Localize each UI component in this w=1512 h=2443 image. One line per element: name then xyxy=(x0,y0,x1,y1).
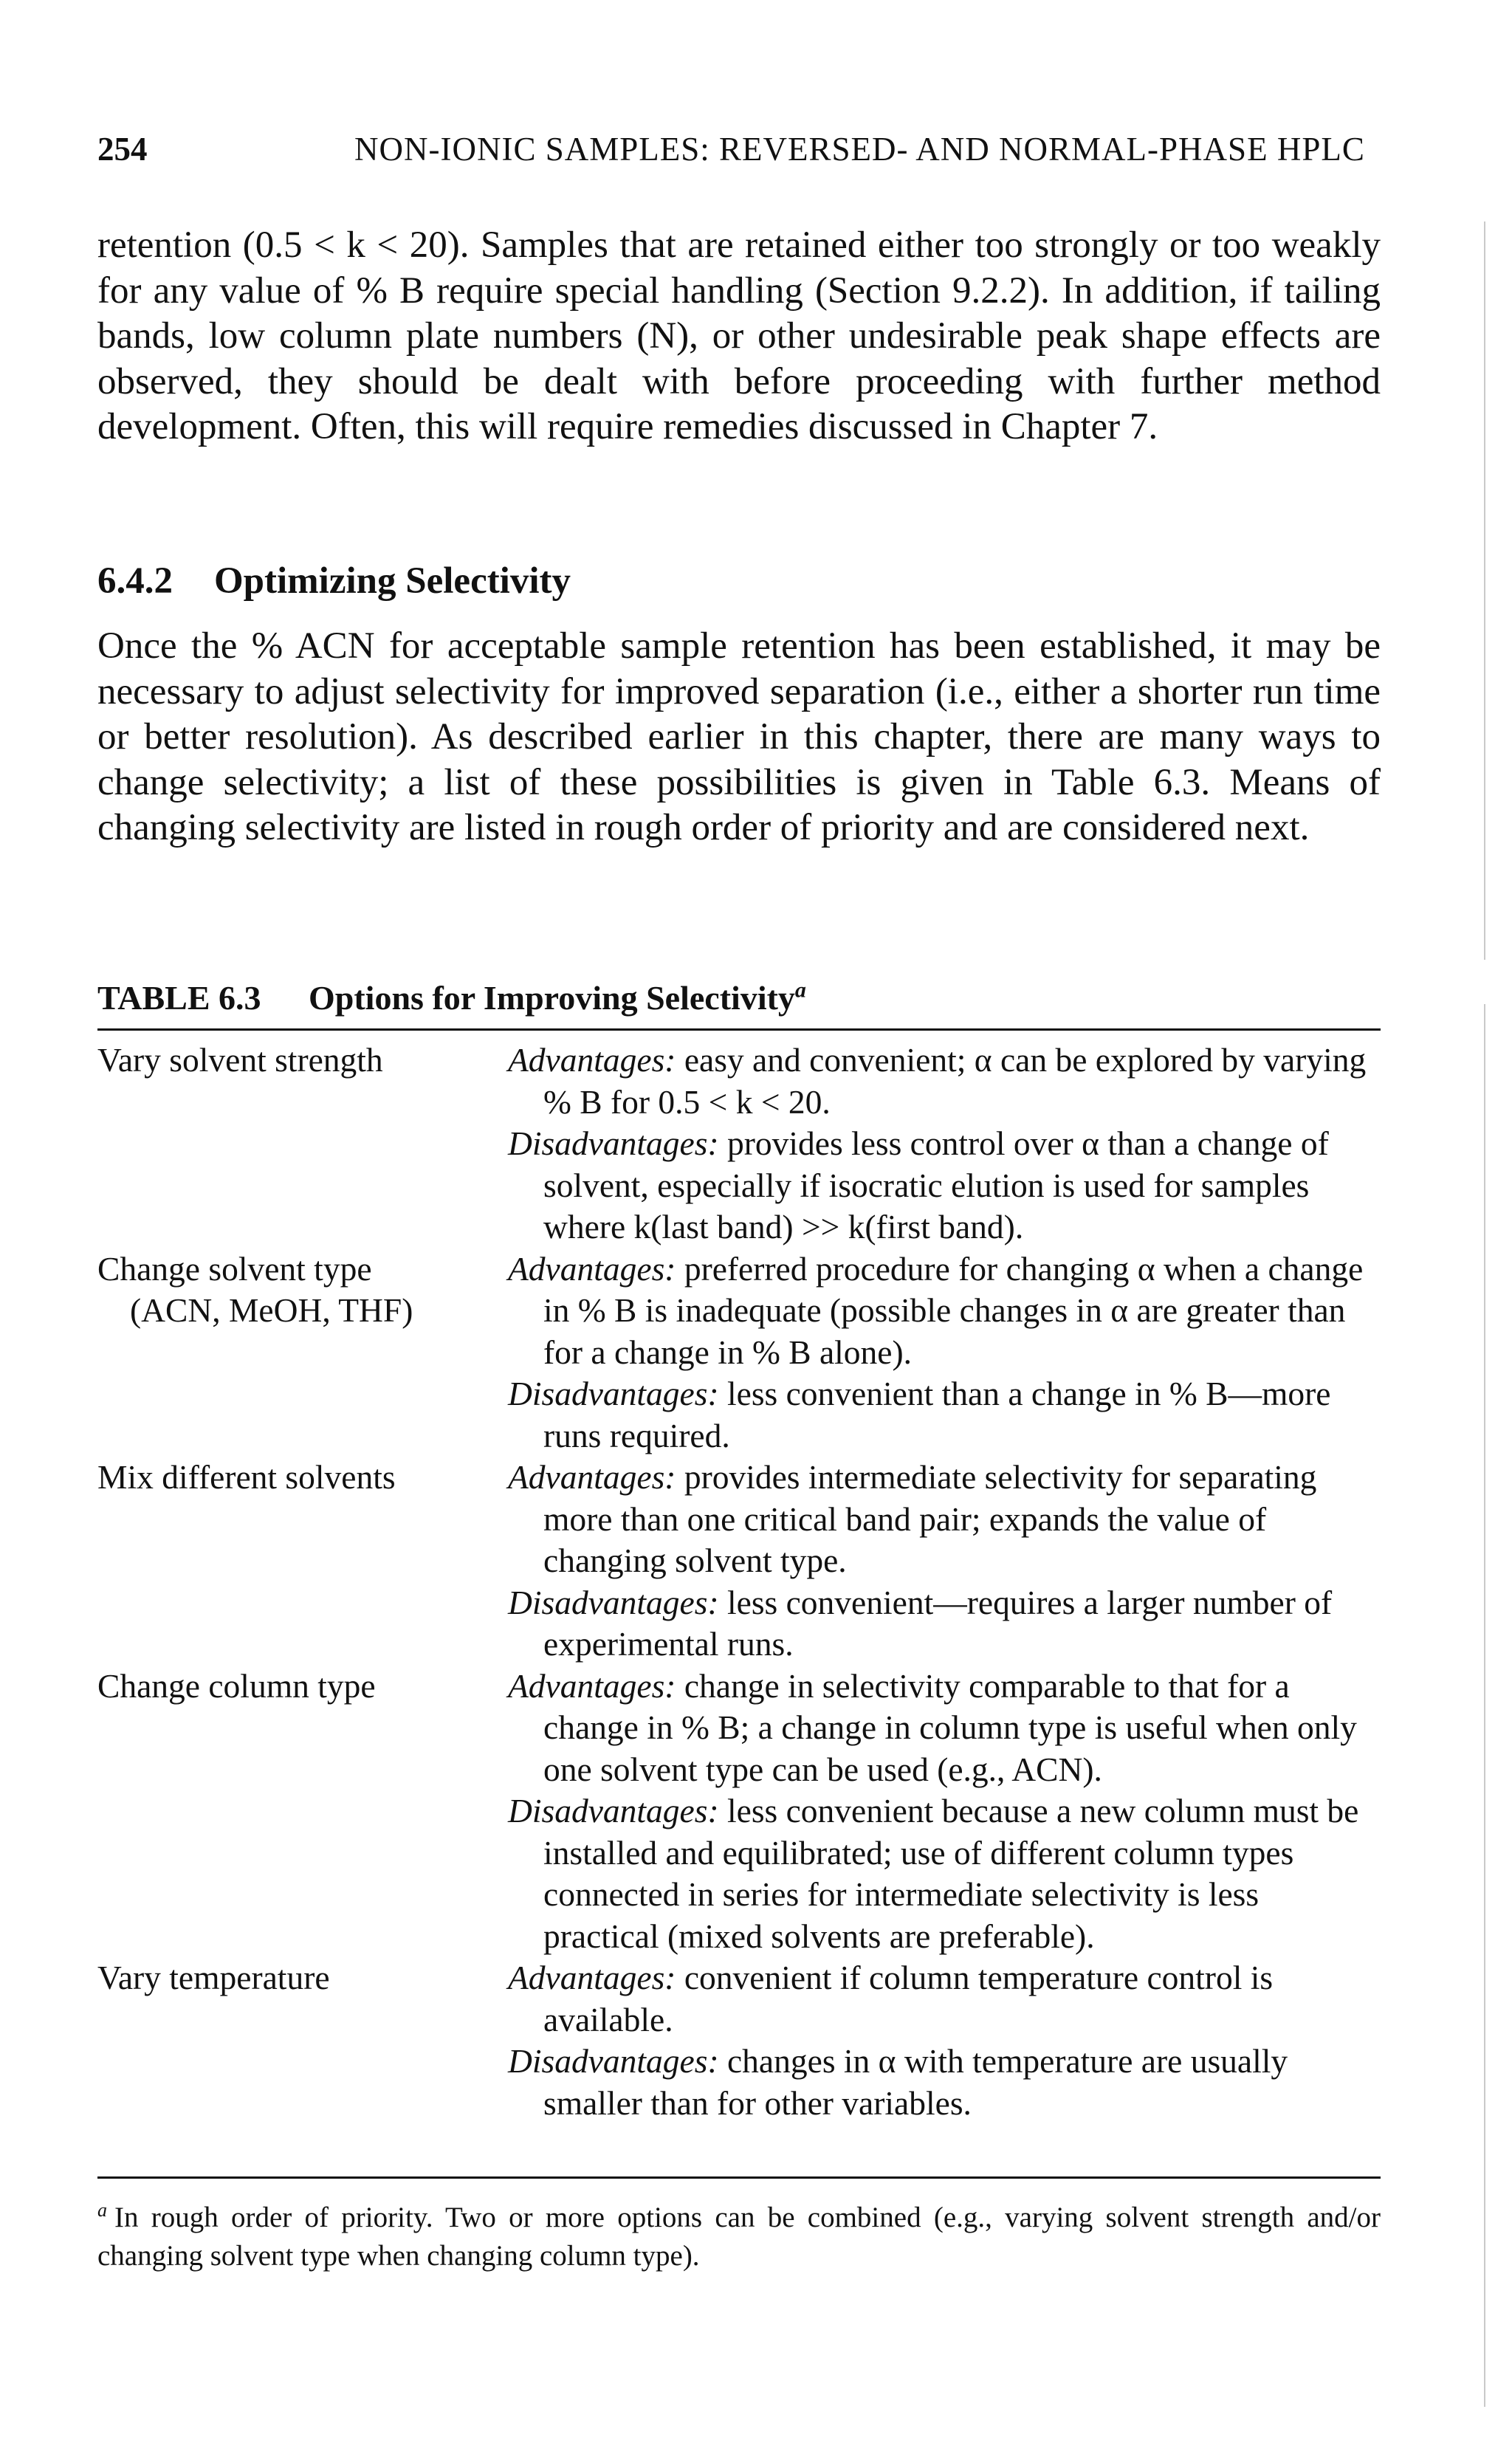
advantages-label: Advantages: xyxy=(508,1041,676,1079)
disadvantages-label: Disadvantages: xyxy=(508,1792,719,1829)
table-bottom-rule xyxy=(97,2176,1381,2179)
disadvantages-entry xyxy=(508,2041,1381,2124)
option-name: Vary temperature xyxy=(97,1959,330,1996)
table-title: Options for Improving Selectivity xyxy=(309,979,795,1017)
disadvantages-text: provides less control over α than a change of solvent, especially if isocratic elution is used for samples where k(last band) >> k(first band). xyxy=(543,1124,1329,1245)
disadvantages-label: Disadvantages: xyxy=(508,1375,719,1412)
table-caption xyxy=(97,976,806,1020)
table-row xyxy=(97,1457,1381,1666)
details-cell xyxy=(508,1457,1381,1666)
disadvantages-entry xyxy=(508,1790,1381,1957)
disadvantages-entry xyxy=(508,1582,1381,1666)
option-cell xyxy=(97,1666,496,1708)
table-row xyxy=(97,1248,1381,1457)
footnote-text: In rough order of priority. Two or more options can be combined (e.g., varying solvent strength and/or changing solvent type when changing column type). xyxy=(97,2202,1381,2272)
table-footnote xyxy=(97,2199,1381,2275)
option-name: Change solvent type xyxy=(97,1249,372,1288)
advantages-text: provides intermediate selectivity for separating more than one critical band pair; expands the value of changing solvent type. xyxy=(543,1458,1317,1579)
details-cell xyxy=(508,1040,1381,1248)
running-head xyxy=(97,127,1381,171)
advantages-text: convenient if column temperature control is available. xyxy=(543,1959,1274,2038)
advantages-text: easy and convenient; α can be explored by varying % B for 0.5 < k < 20. xyxy=(543,1041,1367,1121)
body-paragraph-2: Once the % ACN for acceptable sample retention has been established, it may be necessary to adjust selectivity for improved separation (i.e., either a shorter run time or better resolution). As described earlier in this chapter, there are many ways to change selectivity; a list of these possibilities is given in Table 6.3. Means of changing selectivity are listed in rough order of priority and are considered next. xyxy=(97,625,1381,848)
section-number: 6.4.2 xyxy=(97,560,173,602)
disadvantages-label: Disadvantages: xyxy=(508,1583,719,1621)
option-cell xyxy=(97,1040,496,1082)
table-row xyxy=(97,1666,1381,1958)
advantages-entry xyxy=(508,1040,1381,1123)
advantages-text: change in selectivity comparable to that for a change in % B; a change in column type is useful when only one solvent type can be used (e.g., ACN). xyxy=(543,1666,1357,1788)
option-name: Change column type xyxy=(97,1666,376,1705)
table-footnote-ref: a xyxy=(794,977,806,1003)
page-number: 254 xyxy=(97,131,148,168)
option-cell xyxy=(97,1457,496,1499)
details-cell xyxy=(508,1248,1381,1457)
running-head-title: NON-IONIC SAMPLES: REVERSED- AND NORMAL-PHASE HPLC xyxy=(354,131,1365,168)
scan-edge-shadow xyxy=(1484,221,1485,960)
advantages-label: Advantages: xyxy=(508,1458,676,1496)
disadvantages-text: less convenient because a new column must be installed and equilibrated; use of different column types connected in series for intermediate selectivity is less practical (mixed solvents are preferable). xyxy=(543,1792,1359,1955)
disadvantages-text: less convenient—requires a larger number of experimental runs. xyxy=(543,1583,1333,1663)
disadvantages-label: Disadvantages: xyxy=(508,2042,719,2080)
table-top-rule xyxy=(97,1028,1381,1031)
option-name: Mix different solvents xyxy=(97,1458,396,1496)
details-cell xyxy=(508,1666,1381,1958)
advantages-entry xyxy=(508,1248,1381,1374)
body-paragraph-1: retention (0.5 < k < 20). Samples that are retained either too strongly or too weakly for any value of % B require special handling (Section 9.2.2). In addition, if tailing bands, low column plate numbers (N), or other undesirable peak shape effects are observed, they should be dealt with before proceeding with further method development. Often, this will require remedies discussed in Chapter 7. xyxy=(97,224,1381,447)
option-cell xyxy=(97,1957,496,1999)
table-row xyxy=(97,1957,1381,2124)
table-row xyxy=(97,1040,1381,1248)
advantages-entry xyxy=(508,1666,1381,1791)
selectivity-options-table xyxy=(97,1040,1381,2124)
option-cell xyxy=(97,1248,496,1332)
disadvantages-entry xyxy=(508,1373,1381,1457)
advantages-label: Advantages: xyxy=(508,1666,676,1705)
disadvantages-text: changes in α with temperature are usually smaller than for other variables. xyxy=(543,2042,1288,2122)
scan-edge-shadow xyxy=(1484,1004,1485,2407)
advantages-text: preferred procedure for changing α when a change in % B is inadequate (possible changes in α are greater than for a change in % B alone). xyxy=(543,1249,1364,1371)
disadvantages-label: Disadvantages: xyxy=(508,1124,719,1162)
section-title: Optimizing Selectivity xyxy=(214,560,571,602)
advantages-entry xyxy=(508,1957,1381,2041)
disadvantages-text: less convenient than a change in % B—more runs required. xyxy=(543,1375,1331,1454)
disadvantages-entry xyxy=(508,1123,1381,1248)
section-heading xyxy=(97,559,571,603)
table-label: TABLE 6.3 xyxy=(97,979,261,1017)
advantages-entry xyxy=(508,1457,1381,1582)
advantages-label: Advantages: xyxy=(508,1249,676,1288)
footnote-mark: a xyxy=(97,2199,107,2221)
advantages-label: Advantages: xyxy=(508,1959,676,1996)
details-cell xyxy=(508,1957,1381,2124)
option-subtitle: (ACN, MeOH, THF) xyxy=(130,1291,413,1329)
option-name: Vary solvent strength xyxy=(97,1041,383,1079)
